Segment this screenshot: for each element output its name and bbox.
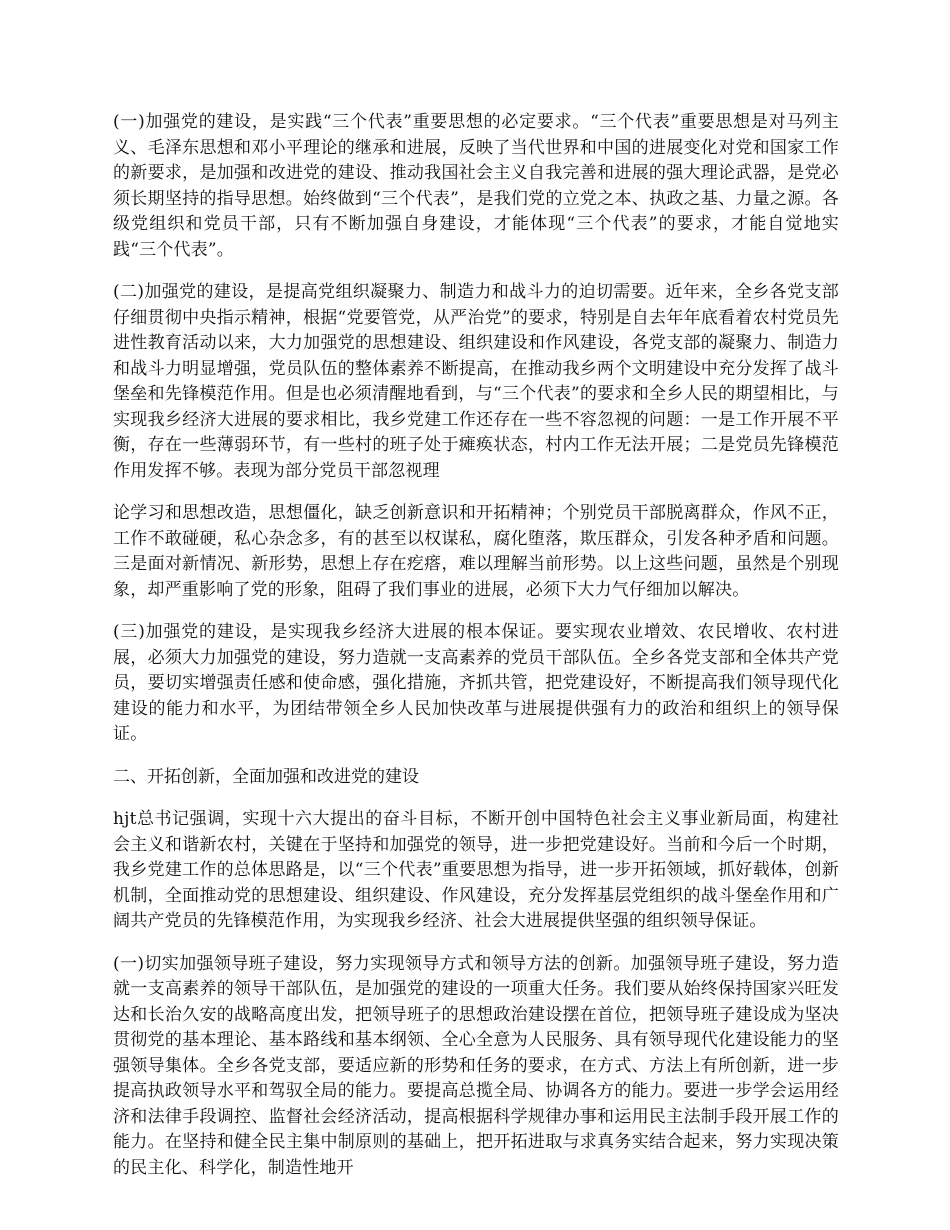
paragraph-2: (二)加强党的建设，是提高党组织凝聚力、制造力和战斗力的迫切需要。近年来，全乡各党支部仔细贯彻中央指示精神，根据“党要管党，从严治党”的要求，特别是自去年年底看着农村党员先进性教育活动以来，大力加强党的思想建设、组织建设和作风建设，各党支部的凝聚力、制造力和战斗力明显增强，党员队伍的整体素养不断提高，在推动我乡两个文明建设中充分发挥了战斗堡垒和先锋模范作用。但是也必须清醒地看到，与“三个代表”的要求和全乡人民的期望相比，与实现我乡经济大进展的要求相比，我乡党建工作还存在一些不容忽视的问题：一是工作开展不平衡，存在一些薄弱环节，有一些村的班子处于瘫痪状态，村内工作无法开展；二是党员先锋模范作用发挥不够。表现为部分党员干部忽视理 [113, 282, 839, 481]
paragraph-5: hjt总书记强调，实现十六大提出的奋斗目标，不断开创中国特色社会主义事业新局面，构建社会主义和谐新农村，关键在于坚持和加强党的领导，进一步把党建设好。当前和今后一个时期，我乡党建工作的总体思路是，以“三个代表”重要思想为指导，进一步开拓领域，抓好载体，创新机制，全面推动党的思想建设、组织建设、作风建设，充分发挥基层党组织的战斗堡垒作用和广阔共产党员的先锋模范作用，为实现我乡经济、社会大进展提供坚强的组织领导保证。 [113, 809, 839, 931]
document-body [113, 110, 839, 1198]
paragraph-6: (一)切实加强领导班子建设，努力实现领导方式和领导方法的创新。加强领导班子建设，努力造就一支高素养的领导干部队伍，是加强党的建设的一项重大任务。我们要从始终保持国家兴旺发达和长治久安的战略高度出发，把领导班子的思想政治建设摆在首位，把领导班子建设成为坚决贯彻党的基本理论、基本路线和基本纲领、全心全意为人民服务、具有领导现代化建设能力的坚强领导集体。全乡各党支部，要适应新的形势和任务的要求，在方式、方法上有所创新，进一步提高执政领导水平和驾驭全局的能力。要提高总揽全局、协调各方的能力。要进一步学会运用经济和法律手段调控、监督社会经济活动，提高根据科学规律办事和运用民主法制手段开展工作的能力。在坚持和健全民主集中制原则的基础上，把开拓进取与求真务实结合起来，努力实现决策的民主化、科学化，制造性地开 [113, 953, 839, 1178]
paragraph-1: (一)加强党的建设，是实践“三个代表”重要思想的必定要求。“三个代表”重要思想是对马列主义、毛泽东思想和邓小平理论的继承和进展，反映了当代世界和中国的进展变化对党和国家工作的新要求，是加强和改进党的建设、推动我国社会主义自我完善和进展的强大理论武器，是党必须长期坚持的指导思想。始终做到“三个代表”，是我们党的立党之本、执政之基、力量之源。各级党组织和党员干部，只有不断加强自身建设，才能体现“三个代表”的要求，才能自觉地实践“三个代表”。 [113, 112, 839, 260]
paragraph-3: 论学习和思想改造，思想僵化，缺乏创新意识和开拓精神；个别党员干部脱离群众，作风不正，工作不敢碰硬，私心杂念多，有的甚至以权谋私，腐化堕落，欺压群众，引发各种矛盾和问题。三是面对新情况、新形势，思想上存在疙瘩，难以理解当前形势。以上这些问题，虽然是个别现象，却严重影响了党的形象，阻碍了我们事业的进展，必须下大力气仔细加以解决。 [113, 503, 839, 600]
section-heading: 二、开拓创新，全面加强和改进党的建设 [113, 766, 419, 787]
paragraph-4: (三)加强党的建设，是实现我乡经济大进展的根本保证。要实现农业增效、农民增收、农村进展，必须大力加强党的建设，努力造就一支高素养的党员干部队伍。全乡各党支部和全体共产党员，要切实增强责任感和使命感，强化措施，齐抓共管，把党建设好，不断提高我们领导现代化建设的能力和水平，为团结带领全乡人民加快改革与进展提供强有力的政治和组织上的领导保证。 [113, 622, 839, 744]
